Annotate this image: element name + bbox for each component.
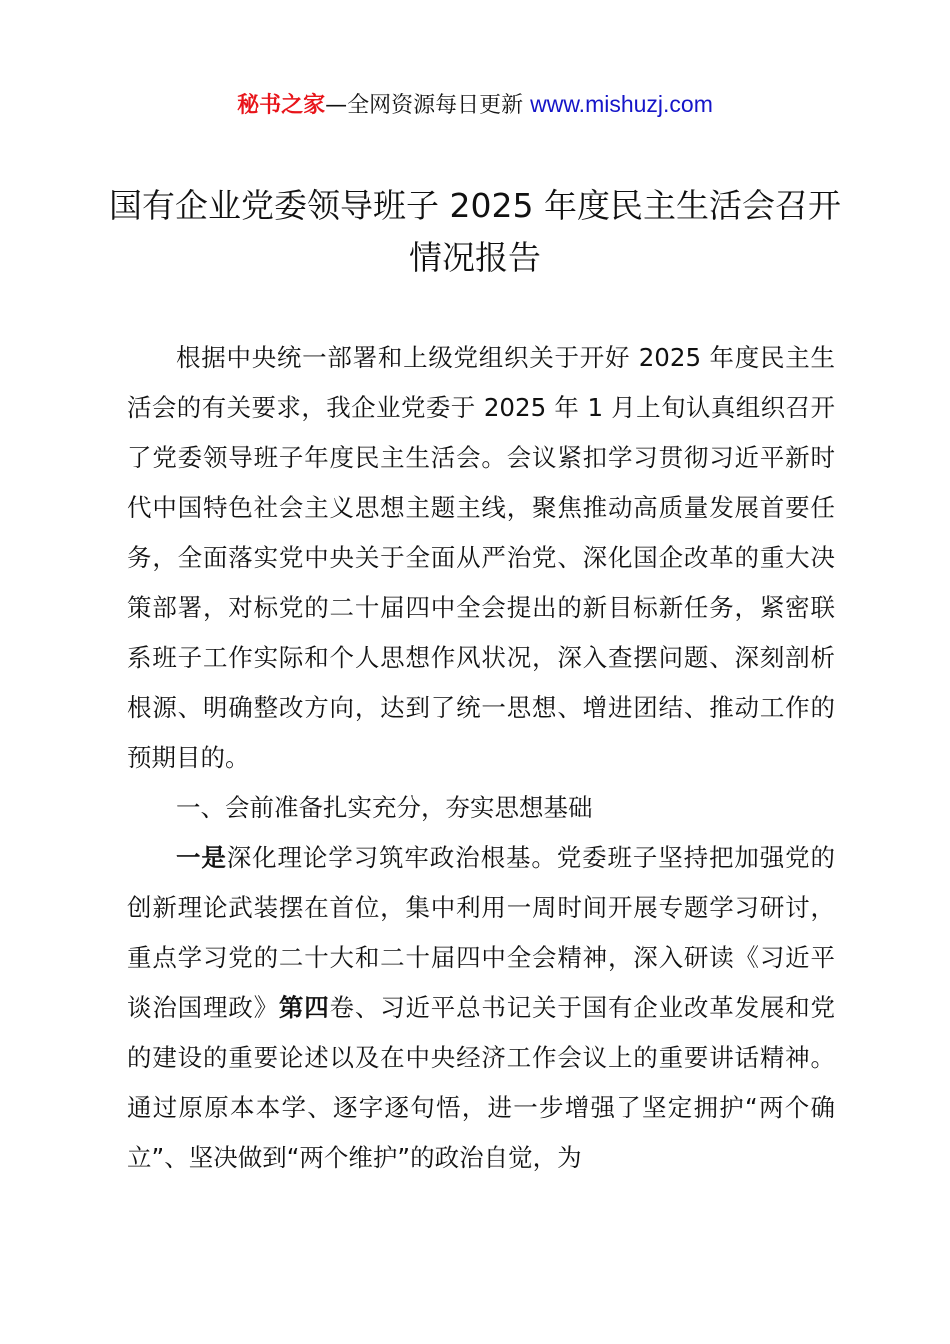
point-paragraph-1 — [127, 833, 835, 1183]
header-tagline: —全网资源每日更新 — [325, 93, 531, 118]
point-text-part1: 深化理论学习筑牢政治根基。党委班子坚持把加强党的创新理论武装摆在首位，集中利用一周时间开展专题学习研讨，重点学习党的二十大和二十届四中全会精神，深入研读《习近平谈治国理政》 — [127, 843, 836, 1022]
point-bold-mid: 第四 — [278, 993, 330, 1022]
header-url-link[interactable]: www.mishuzj.com — [530, 91, 713, 117]
point-lead: 一是 — [176, 843, 227, 872]
section-heading-1: 一、会前准备扎实充分，夯实思想基础 — [176, 793, 593, 822]
document-body — [127, 333, 835, 1183]
document-title: 国有企业党委领导班子 2025 年度民主生活会召开情况报告 — [109, 186, 841, 277]
intro-paragraph: 根据中央统一部署和上级党组织关于开好 2025 年度民主生活会的有关要求，我企业党委于 2025 年 1 月上旬认真组织召开了党委领导班子年度民主生活会。会议紧扣学习贯彻习近平新时代中国特色社会主义思想主题主线，聚焦推动高质量发展首要任务，全面落实党中央关于全面从严治党、深化国企改革的重大决策部署，对标党的二十届四中全会提出的新目标新任务，紧密联系班子工作实际和个人思想作风状况，深入查摆问题、深刻剖析根源、明确整改方向，达到了统一思想、增进团结、推动工作的预期目的。 — [127, 343, 835, 772]
point-text-part2: 卷、习近平总书记关于国有企业改革发展和党的建设的重要论述以及在中央经济工作会议上的重要讲话精神。通过原原本本学、逐字逐句悟，进一步增强了坚定拥护“两个确立”、坚决做到“两个维护”的政治自觉，为 — [127, 993, 836, 1172]
header-brand: 秘书之家 — [237, 93, 326, 118]
site-header — [0, 86, 950, 124]
